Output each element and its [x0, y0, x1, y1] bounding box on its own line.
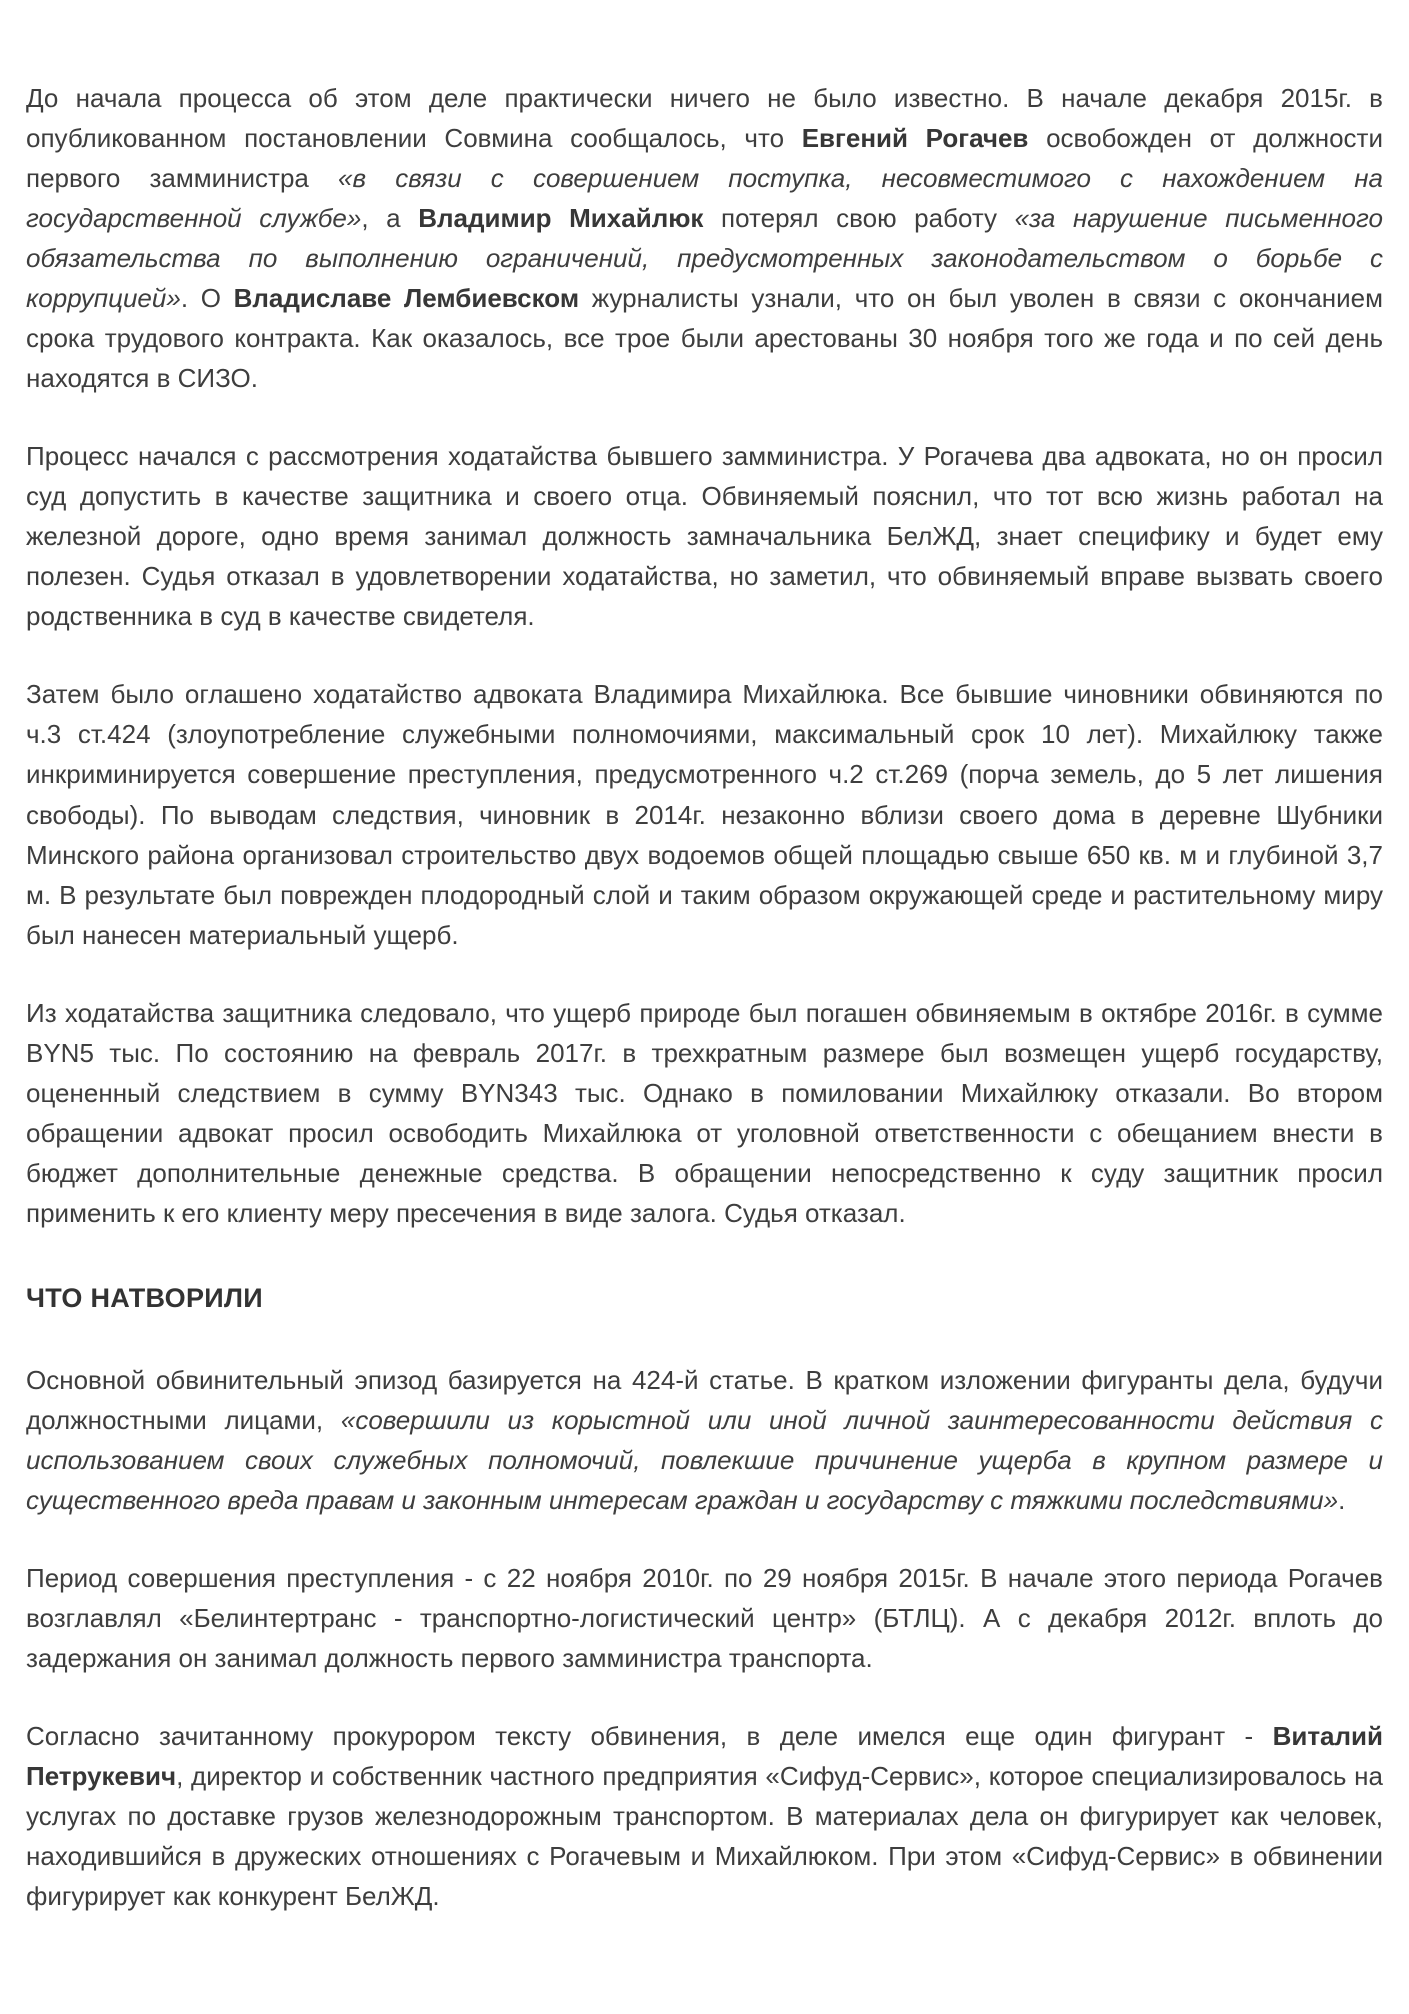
text-segment: потерял свою работу — [703, 203, 1015, 234]
quote-segment: «совершили из корыстной или иной личной заинтересованности действия с использованием своих служебных полномочий, повлекшие причинение ущерба в крупном размере и существенного вреда правам и законным интересам граждан и государству с тяжкими последствиями» — [26, 1404, 1383, 1515]
text-segment: До начала процесса об этом деле практически ничего не было известно. В начале декабря 2015г. в опубликованном постановлении Совмина сообщалось, что — [26, 83, 1383, 154]
paragraph-first-motion — [26, 436, 1383, 636]
paragraph-episode — [26, 1360, 1383, 1520]
text-segment: Согласно зачитанному прокурором тексту обвинения, в деле имелся еще один фигурант - — [26, 1721, 1273, 1752]
text-segment: Затем было оглашено ходатайство адвоката Владимира Михайлюка. Все бывшие чиновники обвиняются по ч.3 ст.424 (злоупотребление служебными полномочиями, максимальный срок 10 лет). Михайлюку также инкриминируется совершение преступления, предусмотренного ч.2 ст.269 (порча земель, до 5 лет лишения свободы). По выводам следствия, чиновник в 2014г. незаконно вблизи своего дома в деревне Шубники Минского района организовал строительство двух водоемов общей площадью свыше 650 кв. м и глубиной 3,7 м. В результате был поврежден плодородный слой и таким образом окружающей среде и растительному миру был нанесен материальный ущерб. — [26, 679, 1383, 950]
paragraph-petrukevich — [26, 1716, 1383, 1916]
paragraph-charges — [26, 674, 1383, 954]
text-segment: освобожден от должности первого замминистра — [26, 123, 1383, 194]
paragraph-dismissals — [26, 78, 1383, 398]
text-segment: , а — [361, 203, 419, 234]
person-name-mikhailyuk: Владимир Михайлюк — [418, 203, 704, 234]
text-segment: , директор и собственник частного предприятия «Сифуд-Сервис», которое специализировалось на услугах по доставке грузов железнодорожным транспортом. В материалах дела он фигурирует как человек, находившийся в дружеских отношениях с Рогачевым и Михайлюком. При этом «Сифуд-Сервис» в обвинении фигурирует как конкурент БелЖД. — [26, 1761, 1383, 1912]
section-heading: ЧТО НАТВОРИЛИ — [26, 1282, 263, 1313]
text-segment: . — [1338, 1484, 1346, 1515]
person-name-lembievsky: Владиславе Лембиевском — [233, 283, 580, 314]
paragraph-period — [26, 1558, 1383, 1678]
quote-segment: «за нарушение письменного обязательства по выполнению ограничений, предусмотренных законодательством о борьбе с коррупцией» — [26, 203, 1383, 314]
text-segment: журналисты узнали, что он был уволен в связи с окончанием срока трудового контракта. Как оказалось, все трое были арестованы 30 ноября того же года и по сей день находятся в СИЗО. — [26, 283, 1384, 394]
quote-segment: «в связи с совершением поступка, несовместимого с нахождением на государственной службе» — [26, 163, 1383, 234]
text-segment: Период совершения преступления - с 22 ноября 2010г. по 29 ноября 2015г. В начале этого периода Рогачев возглавлял «Белинтертранс - транспортно-логистический центр» (БТЛЦ). А с декабря 2012г. вплоть до задержания он занимал должность первого замминистра транспорта. — [26, 1562, 1383, 1673]
person-name-rogachev: Евгений Рогачев — [801, 123, 1029, 154]
text-segment: Основной обвинительный эпизод базируется на 424-й статье. В кратком изложении фигуранты дела, будучи должностными лицами, — [26, 1364, 1383, 1435]
text-segment: . О — [180, 283, 234, 314]
person-name-petrukevich: Виталий Петрукевич — [26, 1721, 1383, 1792]
article-body — [26, 78, 1383, 1916]
text-segment: Процесс начался с рассмотрения ходатайства бывшего замминистра. У Рогачева два адвоката, но он просил суд допустить в качестве защитника и своего отца. Обвиняемый пояснил, что тот всю жизнь работал на железной дороге, одно время занимал должность замначальника БелЖД, знает специфику и будет ему полезен. Судья отказал в удовлетворении ходатайства, но заметил, что обвиняемый вправе вызвать своего родственника в суд в качестве свидетеля. — [26, 441, 1383, 632]
paragraph-damages — [26, 993, 1383, 1233]
text-segment: Из ходатайства защитника следовало, что ущерб природе был погашен обвиняемым в октябре 2016г. в сумме BYN5 тыс. По состоянию на февраль 2017г. в трехкратным размере был возмещен ущерб государству, оцененный следствием в сумму BYN343 тыс. Однако в помиловании Михайлюку отказали. Во втором обращении адвокат просил освободить Михайлюка от уголовной ответственности с обещанием внести в бюджет дополнительные денежные средства. В обращении непосредственно к суду защитник просил применить к его клиенту меру пресечения в виде залога. Судья отказал. — [26, 997, 1383, 1228]
